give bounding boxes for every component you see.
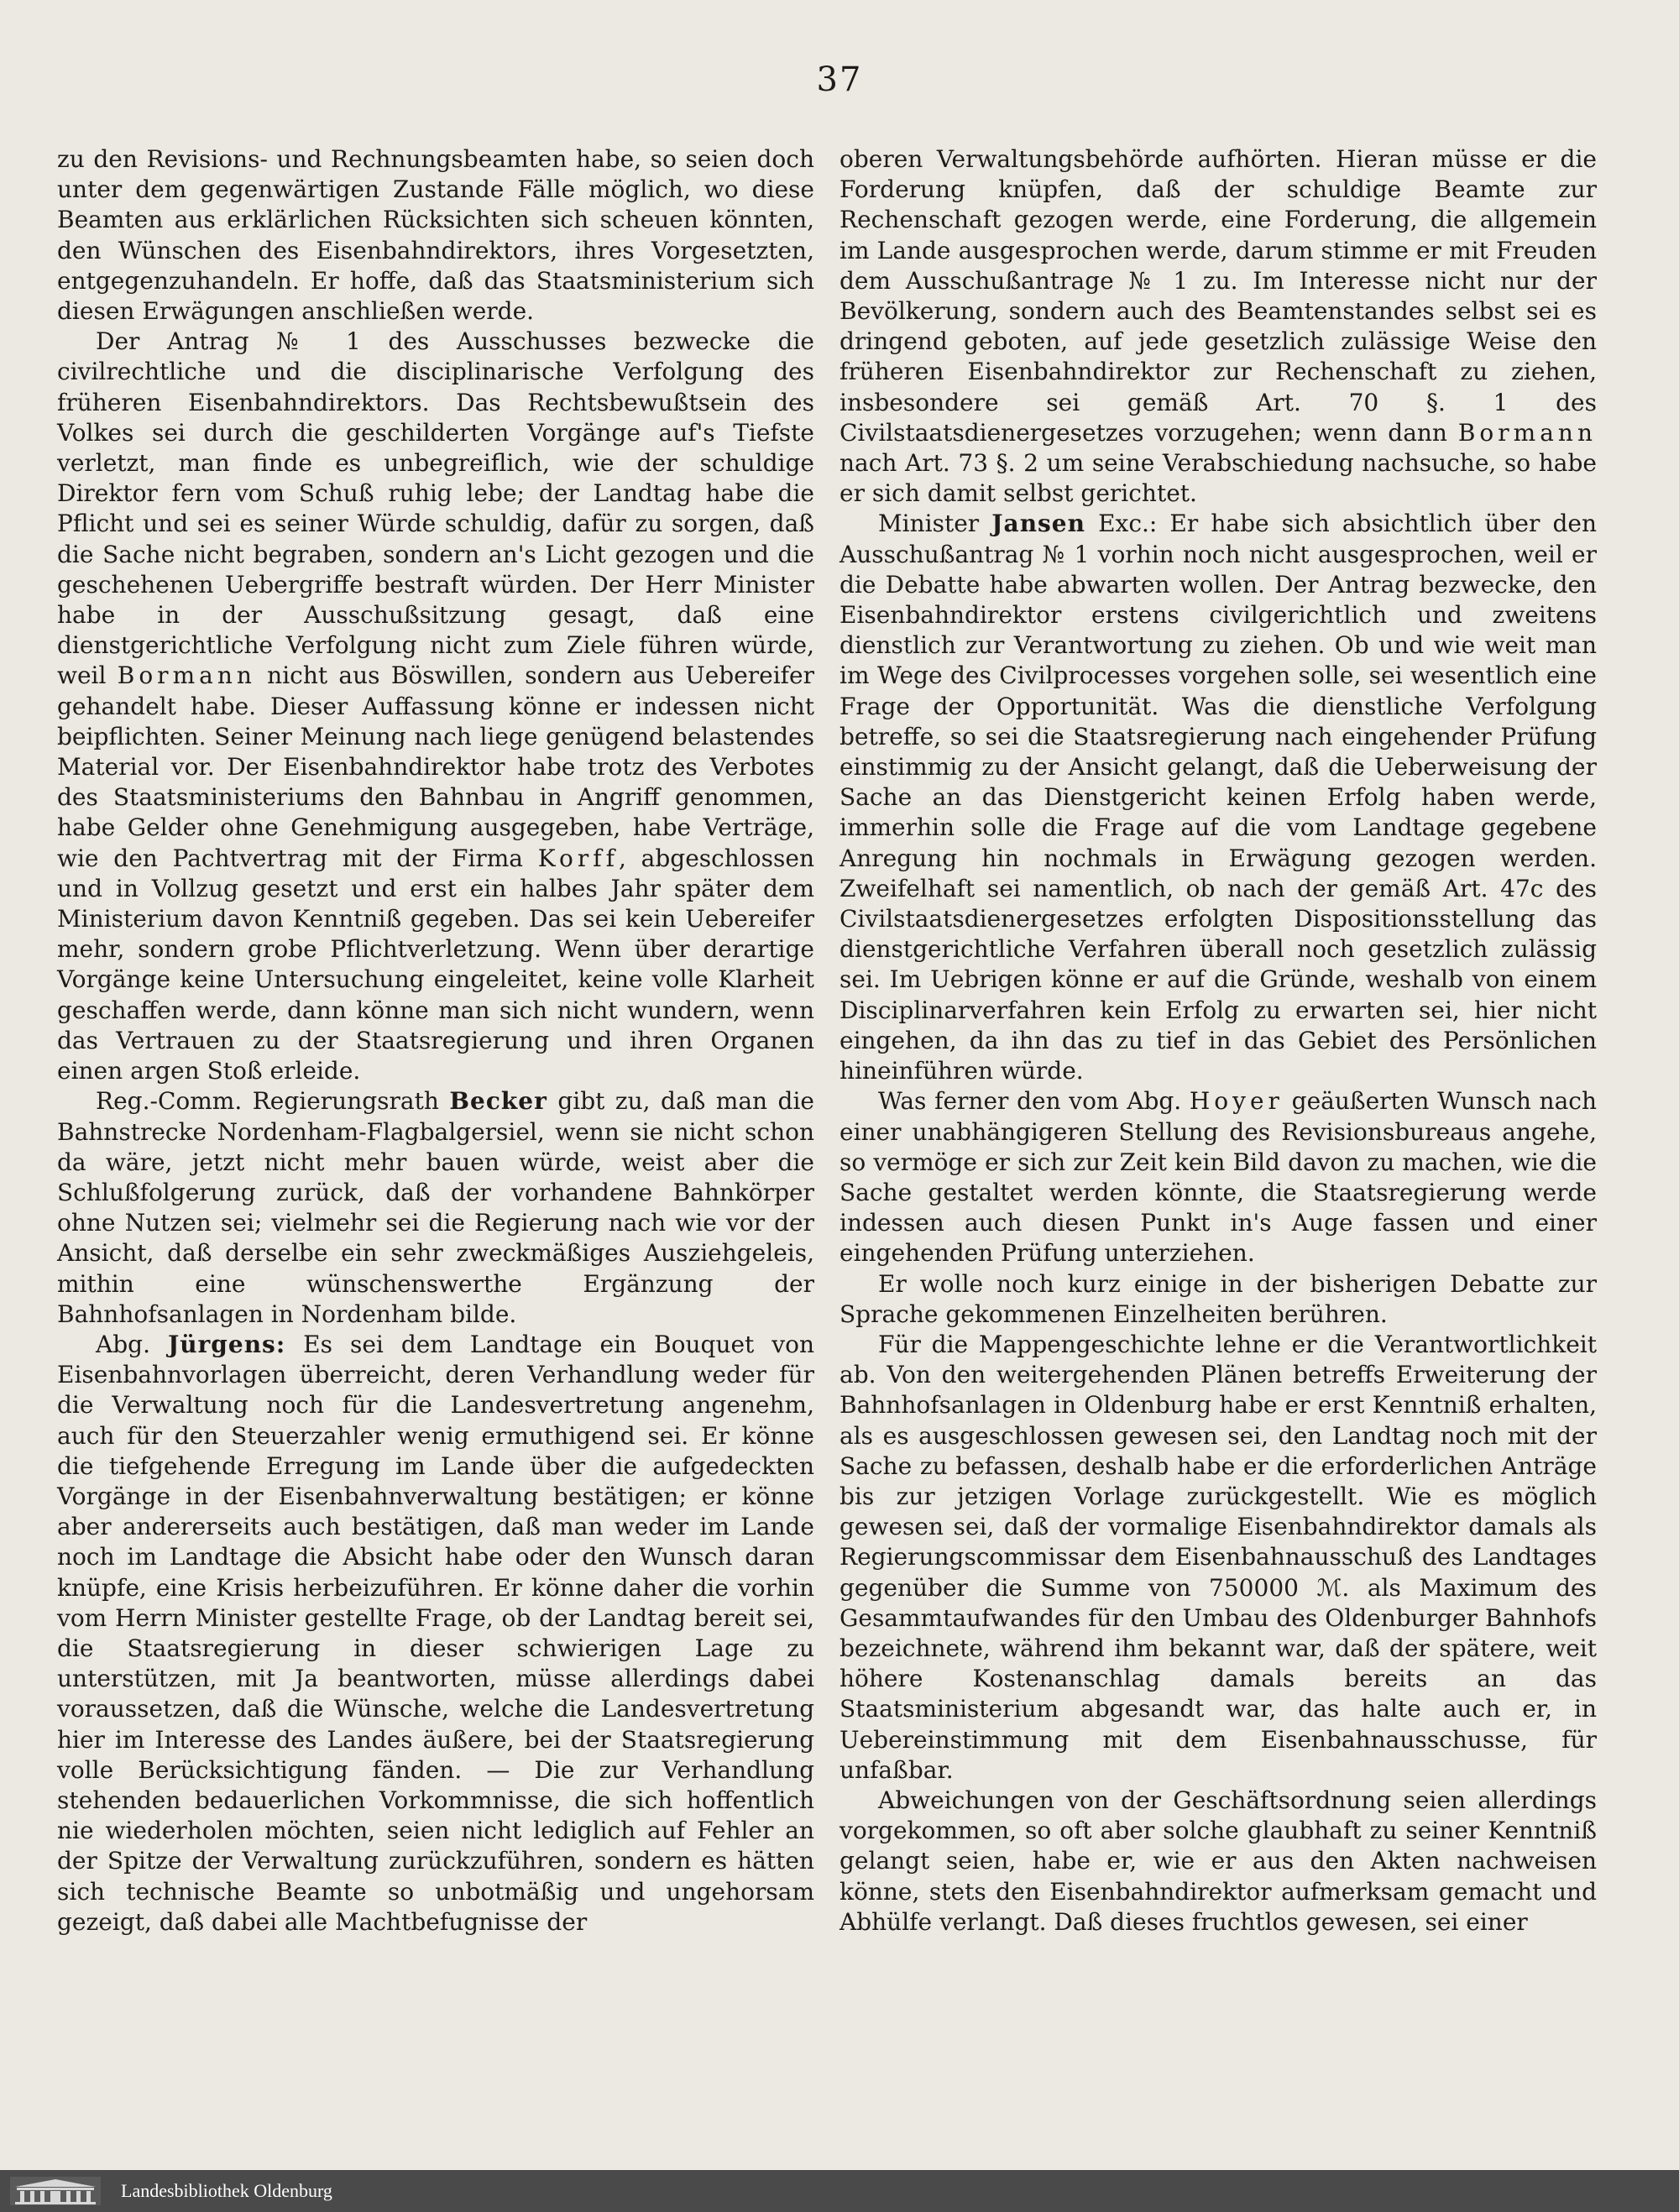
text-run: Exc.: Er habe sich absichtlich über den Ausschußantrag № 1 vorhin noch nicht ausgesprochen, weil er die Debatte habe abwarten wollen. Der Antrag bezwecke, den Eisenbahndirektor erstens civilgerichtlich und zweitens dienstlich zur Verantwortung zu ziehen. Ob und wie weit man im Wege des Civilprocesses vorgehen solle, sei wesentlich eine Frage der Opportunität. Was die dienstliche Verfolgung betreffe, so sei die Staatsregierung nach eingehender Prüfung einstimmig zu der Ansicht gelangt, daß die Ueberweisung der Sache an das Dienstgericht keinen Erfolg haben werde, immerhin solle die Frage auf die vom Landtage gegebene Anregung hin nochmals in Erwägung gezogen werden. Zweifelhaft sei namentlich, ob nach der gemäß Art. 47c des Civilstaatsdienergesetzes erfolgten Dispositionsstellung das dienstgerichtliche Verfahren überall noch gesetzlich zulässig sei. Im Uebrigen könne er auf die Gründe, weshalb von einem Disciplinarverfahren kein Erfolg zu erwarten sei, hier nicht eingehen, da ihn das zu tief in das Gebiet des Persönlichen hineinführen würde. — [840, 510, 1597, 1085]
text-run: Es sei dem Landtage ein Bouquet von Eisenbahnvorlagen überreicht, deren Verhandlung weder für die Verwaltung noch für die Landesvertretung angenehm, auch für den Steuerzahler wenig ermuthigend sei. Er könne die tiefgehende Erregung im Lande über die aufgedeckten Vorgänge in der Eisenbahnverwaltung bestätigen; er könne aber andererseits auch bestätigen, daß man weder im Lande noch im Landtage die Absicht habe oder den Wunsch daran knüpfe, eine Krisis herbeizuführen. Er könne daher die vorhin vom Herrn Minister gestellte Frage, ob der Landtag bereit sei, die Staatsregierung in dieser schwierigen Lage zu unterstützen, mit Ja beantworten, müsse allerdings dabei voraussetzen, daß die Wünsche, welche die Landesvertretung hier im Interesse des Landes äußere, bei der Staatsregierung volle Berücksichtigung fänden. — Die zur Verhandlung stehenden bedauerlichen Vorkommnisse, die sich hoffentlich nie wiederholen möchten, seien nicht lediglich auf Fehler an der Spitze der Verwaltung zurückzuführen, sondern es hätten sich technische Beamte so unbotmäßig und ungehorsam gezeigt, daß dabei alle Machtbefugnisse der — [57, 1330, 814, 1936]
paragraph — [57, 1086, 814, 1330]
footer-bar — [0, 2170, 1679, 2212]
paragraph — [840, 1086, 1597, 1268]
paragraph — [840, 1786, 1597, 1937]
left-text-column — [57, 144, 814, 1937]
paragraph — [57, 327, 814, 1086]
text-run: nach Art. 73 §. 2 um seine Verabschiedung nachsuche, so habe er sich damit selbst gerichtet. — [840, 449, 1597, 508]
text-run: nicht aus Böswillen, sondern aus Uebereifer gehandelt habe. Dieser Auffassung könne er indessen nicht beipflichten. Seiner Meinung nach liege genügend belastendes Material vor. Der Eisenbahndirektor habe trotz des Verbotes des Staatsministeriums den Bahnbau in Angriff genommen, habe Gelder ohne Genehmigung ausgegeben, habe Verträge, wie den Pachtvertrag mit der Firma — [57, 662, 814, 872]
paragraph — [57, 1330, 814, 1937]
paragraph — [840, 1269, 1597, 1330]
speaker-name: Jansen — [991, 510, 1085, 538]
text-run: Abweichungen von der Geschäftsordnung seien allerdings vorgekommen, so oft aber solche glaubhaft zu seiner Kenntniß gelangt seien, habe er, wie er aus den Akten nachweisen könne, stets den Eisenbahndirektor aufmerksam gemacht und Abhülfe verlangt. Daß dieses fruchtlos gewesen, sei einer — [840, 1786, 1597, 1936]
text-run: oberen Verwaltungsbehörde aufhörten. Hieran müsse er die Forderung knüpfen, daß der schuldige Beamte zur Rechenschaft gezogen werde, eine Forderung, die allgemein im Lande ausgesprochen werde, darum stimme er mit Freuden dem Ausschußantrage № 1 zu. Im Interesse nicht nur der Bevölkerung, sondern auch des Beamtenstandes selbst sei es dringend geboten, auf jede gesetzlich zulässige Weise den früheren Eisenbahndirektor zur Rechenschaft zu ziehen, insbesondere sei gemäß Art. 70 §. 1 des Civilstaatsdienergesetzes vorzugehen; wenn dann — [840, 145, 1597, 447]
speaker-name: Jürgens: — [167, 1330, 286, 1358]
page-number: 37 — [816, 60, 863, 99]
spaced-name: Bormann — [117, 662, 256, 690]
paragraph — [840, 144, 1597, 509]
spaced-name: Korff — [537, 844, 619, 872]
text-run: Abg. — [96, 1330, 168, 1358]
library-building-icon — [10, 2177, 101, 2205]
library-name: Landesbibliothek Oldenburg — [121, 2180, 332, 2201]
text-run: , abgeschlossen und in Vollzug gesetzt und erst ein halbes Jahr später dem Ministerium davon Kenntniß gegeben. Das sei kein Uebereifer mehr, sondern grobe Pflichtverletzung. Wenn über derartige Vorgänge keine Untersuchung eingeleitet, keine volle Klarheit geschaffen werde, dann könne man sich nicht wundern, wenn das Vertrauen zu der Staatsregierung und ihren Organen einen argen Stoß erleide. — [57, 844, 814, 1085]
text-run: Für die Mappengeschichte lehne er die Verantwortlichkeit ab. Von den weitergehenden Plänen betreffs Erweiterung der Bahnhofsanlagen in Oldenburg habe er erst Kenntniß erhalten, als es ausgeschlossen gewesen sei, den Landtag noch mit der Sache zu befassen, deshalb habe er die erforderlichen Anträge bis zur jetzigen Vorlage zurückgestellt. Wie es möglich gewesen sei, daß der vormalige Eisenbahndirektor damals als Regierungscommissar dem Eisenbahnausschuß des Landtages gegenüber die Summe von 750000 ℳ. als Maximum des Gesammtaufwandes für den Umbau des Oldenburger Bahnhofs bezeichnete, während ihm bekannt war, daß der spätere, weit höhere Kostenanschlag damals bereits an das Staatsministerium abgesandt war, das halte auch er, in Uebereinstimmung mit dem Eisenbahnausschusse, für unfaßbar. — [840, 1330, 1597, 1784]
text-run: zu den Revisions- und Rechnungsbeamten habe, so seien doch unter dem gegenwärtigen Zustande Fälle möglich, wo diese Beamten aus erklärlichen Rücksichten sich scheuen könnten, den Wünschen des Eisenbahndirektors, ihres Vorgesetzten, entgegenzuhandeln. Er hoffe, daß das Staatsministerium sich diesen Erwägungen anschließen werde. — [57, 145, 814, 326]
paragraph — [840, 509, 1597, 1086]
spaced-name: Bormann — [1457, 418, 1597, 447]
text-run: gibt zu, daß man die Bahnstrecke Nordenham-Flagbalgersiel, wenn sie nicht schon da wäre, jetzt nicht mehr bauen würde, weist aber die Schlußfolgerung zurück, daß der vorhandene Bahnkörper ohne Nutzen sei; vielmehr sei die Regierung nach wie vor der Ansicht, daß derselbe ein sehr zweckmäßiges Ausziehgeleis, mithin eine wünschenswerthe Ergänzung der Bahnhofsanlagen in Nordenham bilde. — [57, 1087, 814, 1328]
text-run: Reg.-Comm. Regierungsrath — [96, 1087, 450, 1116]
speaker-name: Becker — [449, 1087, 547, 1116]
text-run: geäußerten Wunsch nach einer unabhängigeren Stellung des Revisionsbureaus angehe, so vermöge er sich zur Zeit kein Bild davon zu machen, wie die Sache gestaltet werden könnte, die Staatsregierung werde indessen auch diesen Punkt in's Auge fassen und einer eingehenden Prüfung unterziehen. — [840, 1087, 1597, 1268]
spaced-name: Hoyer — [1189, 1087, 1284, 1116]
paragraph — [57, 144, 814, 327]
text-run: Er wolle noch kurz einige in der bisherigen Debatte zur Sprache gekommenen Einzelheiten berühren. — [840, 1269, 1597, 1328]
right-text-column — [840, 144, 1597, 1937]
text-run: Der Antrag № 1 des Ausschusses bezwecke die civilrechtliche und die disciplinarische Verfolgung des früheren Eisenbahndirektors. Das Rechtsbewußtsein des Volkes sei durch die geschilderten Vorgänge auf's Tiefste verletzt, man finde es unbegreiflich, wie der schuldige Direktor fern vom Schuß ruhig lebe; der Landtag habe die Pflicht und sei es seiner Würde schuldig, dafür zu sorgen, daß die Sache nicht begraben, sondern an's Licht gezogen und die geschehenen Uebergriffe bestraft würden. Der Herr Minister habe in der Ausschußsitzung gesagt, daß eine dienstgerichtliche Verfolgung nicht zum Ziele führen würde, weil — [57, 327, 814, 690]
text-run: Minister — [878, 510, 992, 538]
text-run: Was ferner den vom Abg. — [878, 1087, 1190, 1116]
paragraph — [840, 1330, 1597, 1786]
